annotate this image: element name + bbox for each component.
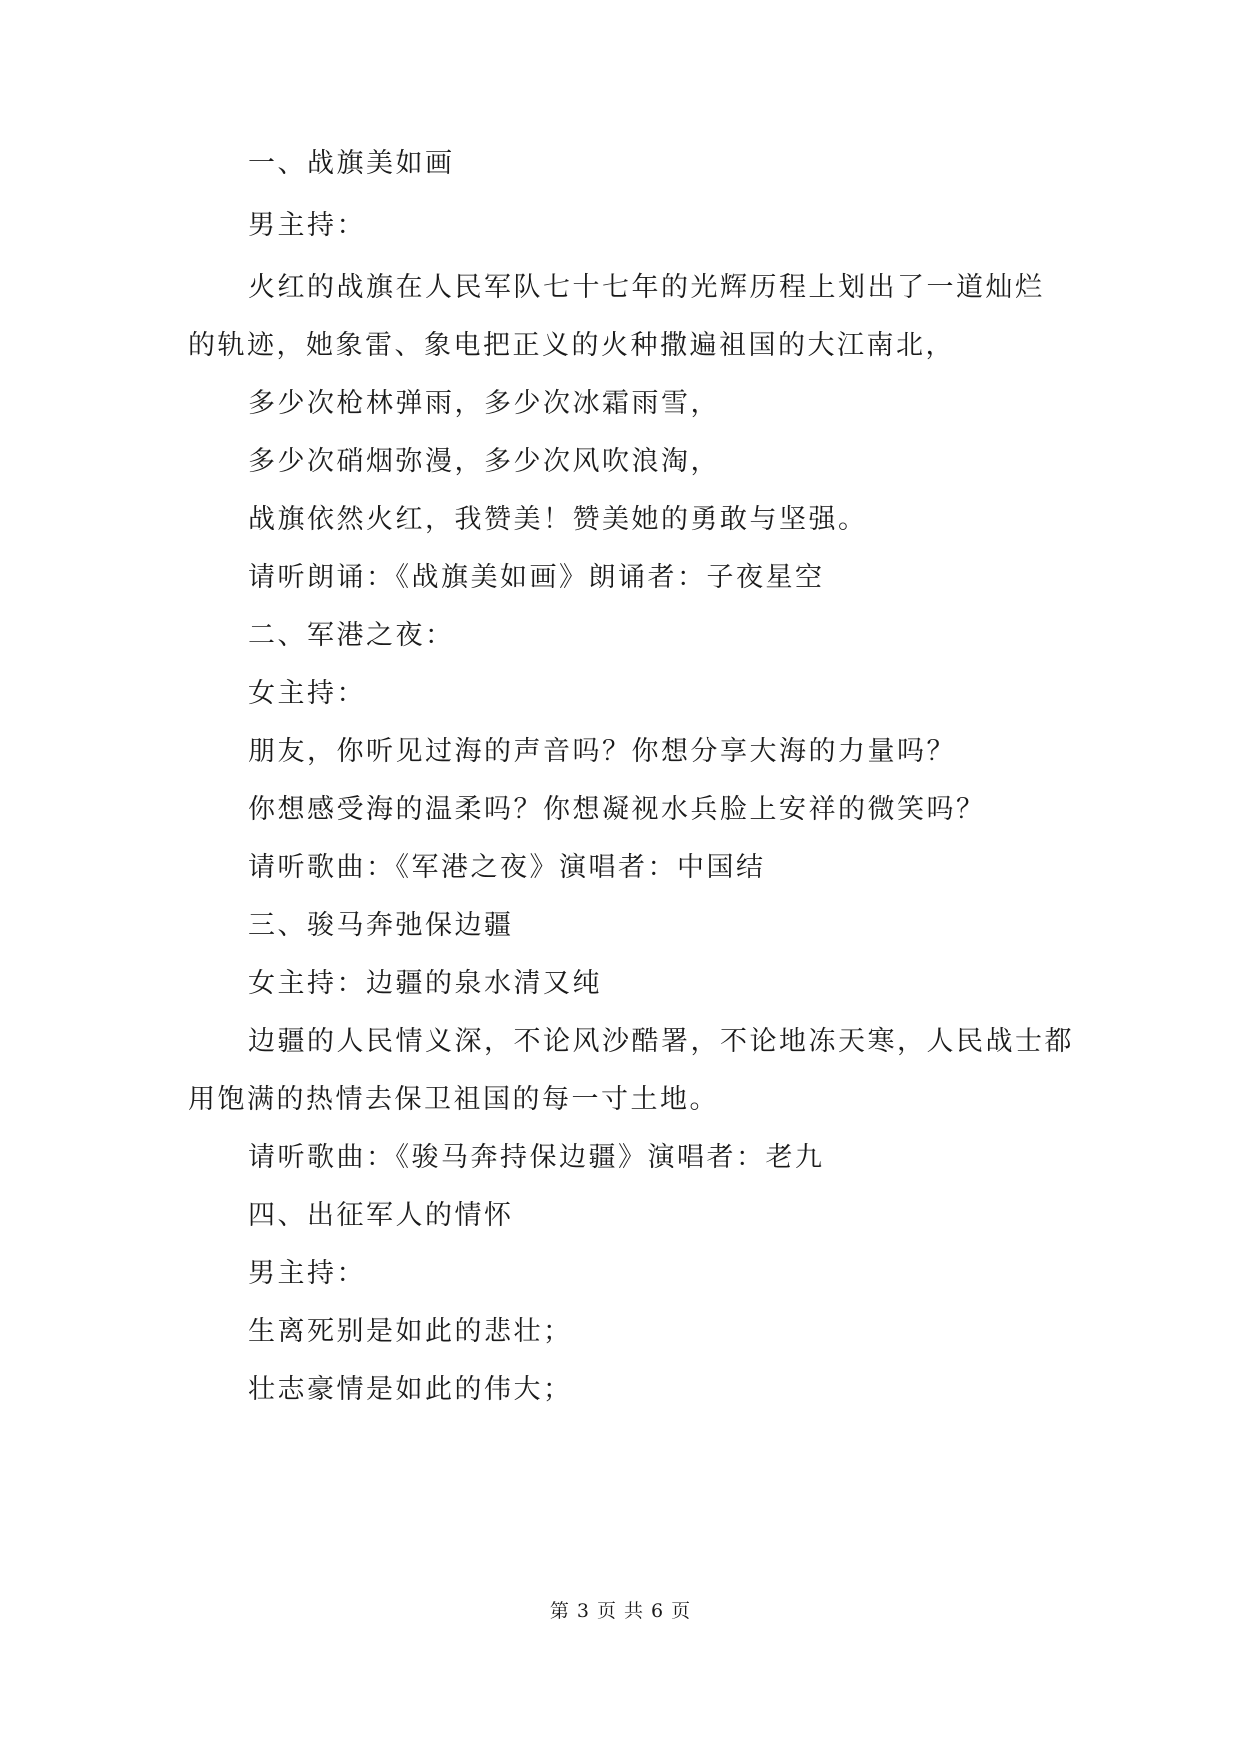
host-label-female-1: 女主持：	[248, 678, 366, 709]
paragraph-line: 多少次枪林弹雨，多少次冰霜雨雪，	[248, 388, 720, 419]
host-label-male-2: 男主持：	[248, 1258, 366, 1289]
paragraph-line: 的轨迹，她象雷、象电把正义的火种撒遍祖国的大江南北，	[188, 330, 955, 361]
paragraph-line: 火红的战旗在人民军队七十七年的光辉历程上划出了一道灿烂	[248, 272, 1045, 303]
program-announcement-1: 请听朗诵：《战旗美如画》朗诵者：子夜星空	[248, 562, 825, 593]
host-label-male-1: 男主持：	[248, 210, 366, 241]
paragraph-line: 你想感受海的温柔吗？你想凝视水兵脸上安祥的微笑吗？	[248, 794, 986, 825]
paragraph-line: 战旗依然火红，我赞美！赞美她的勇敢与坚强。	[248, 504, 868, 535]
paragraph-line: 多少次硝烟弥漫，多少次风吹浪淘，	[248, 446, 720, 477]
paragraph-line: 壮志豪情是如此的伟大；	[248, 1374, 573, 1405]
page-number-footer: 第 3 页 共 6 页	[549, 1600, 692, 1622]
paragraph-line: 边疆的人民情义深，不论风沙酷署，不论地冻天寒，人民战士都	[248, 1026, 1074, 1057]
section-heading-3: 三、骏马奔弛保边疆	[248, 910, 514, 941]
program-announcement-2: 请听歌曲：《军港之夜》演唱者：中国结	[248, 852, 766, 883]
paragraph-line: 朋友，你听见过海的声音吗？你想分享大海的力量吗？	[248, 736, 956, 767]
section-heading-2: 二、军港之夜：	[248, 620, 455, 651]
paragraph-line: 生离死别是如此的悲壮；	[248, 1316, 573, 1347]
section-heading-4: 四、出征军人的情怀	[248, 1200, 514, 1231]
host-label-female-2: 女主持：边疆的泉水清又纯	[248, 968, 602, 999]
paragraph-line: 用饱满的热情去保卫祖国的每一寸土地。	[188, 1084, 719, 1115]
section-heading-1: 一、战旗美如画	[248, 148, 455, 179]
program-announcement-3: 请听歌曲：《骏马奔持保边疆》演唱者：老九	[248, 1142, 825, 1173]
